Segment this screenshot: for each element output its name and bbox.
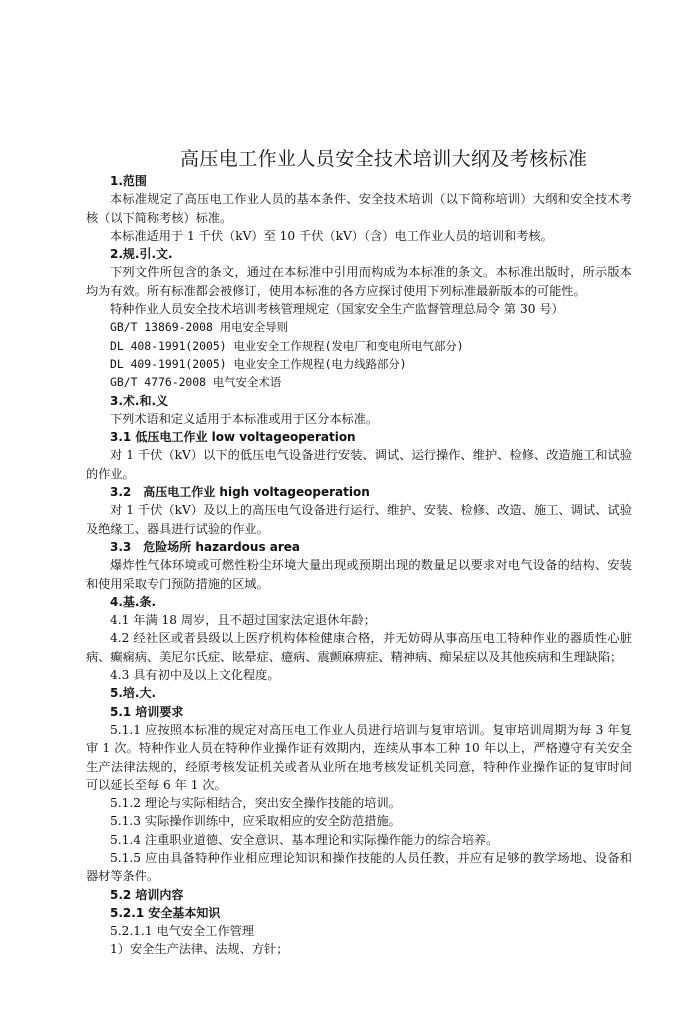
subsection-heading: 3.2 高压电工作业 high voltageoperation [110,485,370,500]
paragraph: 本标准规定了高压电工作业人员的基本条件、安全技术培训（以下简称培训）大纲和安全技术考核（以下简称考核）标准。 [86,192,632,225]
paragraph: 对 1 千伏（kV）以下的低压电气设备进行安装、调试、运行操作、维护、检修、改造施工和试验的作业。 [86,448,632,481]
paragraph: 对 1 千伏（kV）及以上的高压电气设备进行运行、维护、安装、检修、改造、施工、调试、试验及绝缘工、器具进行试验的作业。 [86,503,632,536]
paragraph: 爆炸性气体环境或可燃性粉尘环境大量出现或预期出现的数量足以要求对电气设备的结构、安装和使用采取专门预防措施的区域。 [86,558,632,591]
list-item: 5.1.5 应由具备特种作业相应理论知识和操作技能的人员任教，并应有足够的教学场地、设备和器材等条件。 [86,850,632,884]
section-heading: 4.基.条. [110,594,157,609]
paragraph: 下列文件所包含的条文，通过在本标准中引用而构成为本标准的条文。本标准出版时，所示版本均为有效。所有标准都会被修订，使用本标准的各方应探讨使用下列标准最新版本的可能性。 [86,265,632,298]
reference-item: GB/T 13869-2008 用电安全导则 [110,320,289,335]
subsection-heading: 5.2 培训内容 [110,887,184,902]
section-heading: 3.术.和.义 [110,393,169,408]
paragraph: 下列术语和定义适用于本标准或用于区分本标准。 [110,411,379,426]
document-title: 高压电工作业人员安全技术培训大纲及考核标准 [180,148,588,170]
subsection-heading: 3.3 危险场所 hazardous area [110,539,301,554]
document-body [86,172,632,959]
section-heading: 2.规.引.文. [110,247,173,262]
list-item: 5.1.4 注重职业道德、安全意识、基本理论和实际操作能力的综合培养。 [110,832,499,847]
outline-line: 1）安全生产法律、法规、方针； [110,942,289,957]
outline-line: 5.2.1.1 电气安全工作管理 [110,924,255,939]
section-heading: 5.培.大. [110,686,157,701]
subsection-heading: 5.1 培训要求 [110,704,184,719]
list-item: 5.1.2 理论与实际相结合，突出安全操作技能的培训。 [110,796,401,811]
list-item: 4.3 具有初中及以上文化程度。 [110,668,280,683]
list-item: 5.1.1 应按照本标准的规定对高压电工作业人员进行培训与复审培训。复审培训周期为每 3 年复审 1 次。特种作业人员在特种作业操作证有效期内，连续从事本工种 10 年以上，严格遵守有关安全生产法律法规的，经原考核发证机关或者从业所在地考核发证机关同意，特种作业操作证的复审时间可以延长至每 6 年 1 次。 [86,722,632,792]
section-heading: 1.范围 [110,174,147,188]
subsection-heading: 5.2.1 安全基本知识 [110,905,221,920]
paragraph: 本标准适用于 1 千伏（kV）至 10 千伏（kV）（含）电工作业人员的培训和考核。 [110,228,553,243]
reference-item: DL 409-1991(2005) 电业安全工作规程(电力线路部分) [110,356,407,371]
reference-item: GB/T 4776-2008 电气安全术语 [110,375,282,390]
reference-item: DL 408-1991(2005) 电业安全工作规程(发电厂和变电所电气部分) [110,338,464,353]
paragraph: 特种作业人员安全技术培训考核管理规定（国家安全生产监督管理总局令 第 30 号） [110,302,564,317]
subsection-heading: 3.1 低压电工作业 low voltageoperation [110,430,356,445]
list-item: 4.2 经社区或者县级以上医疗机构体检健康合格，并无妨碍从事高压电工特种作业的器质性心脏病、癫痫病、美尼尔氏症、眩晕症、癔病、震颤麻痹症、精神病、痴呆症以及其他疾病和生理缺陷； [86,631,632,664]
list-item: 5.1.3 实际操作训练中，应采取相应的安全防范措施。 [110,814,401,829]
list-item: 4.1 年满 18 周岁，且不超过国家法定退休年龄； [110,613,376,628]
